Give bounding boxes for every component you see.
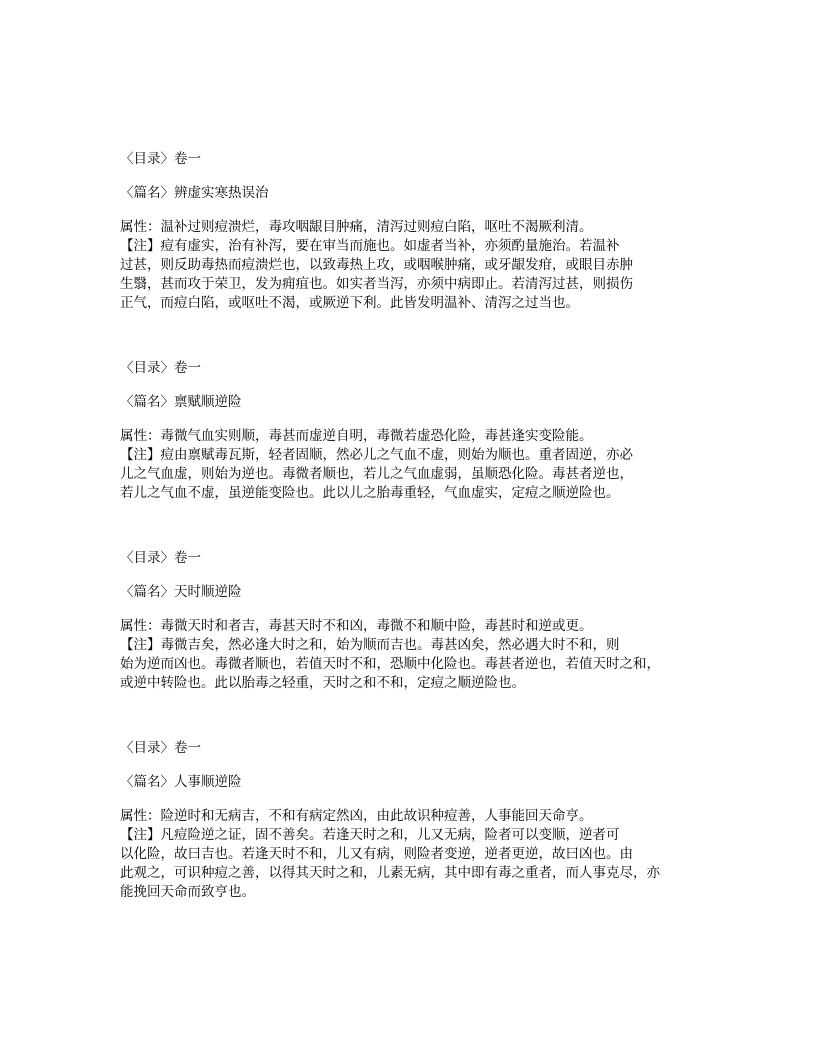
section-3 [120, 549, 690, 693]
note-line: 若儿之气血不虚，虽逆能变险也。此以儿之胎毒重轻，气血虚实，定痘之顺逆险也。 [120, 485, 620, 501]
note-line: 【注】凡痘险逆之证，固不善矣。若逢天时之和，儿又无病，险者可以变顺，逆者可 [120, 827, 620, 843]
chapter-title: 〈篇名〉人事顺逆险 [120, 774, 242, 790]
note-line: 能挽回天命而致亨也。 [120, 884, 255, 900]
section-1 [120, 150, 690, 313]
catalog-label: 〈目录〉卷一 [120, 740, 201, 756]
chapter-title: 〈篇名〉辨虚实寒热误治 [120, 185, 269, 201]
note-line: 以化险，故曰吉也。若逢天时不和，儿又有病，则险者变逆，逆者更逆，故曰凶也。由 [120, 846, 633, 862]
section-4 [120, 739, 690, 902]
catalog-label: 〈目录〉卷一 [120, 151, 201, 167]
attribute-line: 属性：毒微天时和者吉，毒甚天时不和凶，毒微不和顺中险，毒甚时和逆或更。 [120, 618, 593, 634]
note-line: 此观之，可识种痘之善，以得其天时之和，儿素无病，其中即有毒之重者，而人事克尽，亦 [120, 865, 660, 881]
note-line: 或逆中转险也。此以胎毒之轻重，天时之和不和，定痘之顺逆险也。 [120, 675, 525, 691]
catalog-label: 〈目录〉卷一 [120, 550, 201, 566]
section-2 [120, 359, 690, 503]
note-line: 始为逆而凶也。毒微者顺也，若值天时不和，恐顺中化险也。毒甚者逆也，若值天时之和， [120, 656, 660, 672]
attribute-line: 属性：险逆时和无病吉，不和有病定然凶，由此故识种痘善，人事能回天命亨。 [120, 808, 593, 824]
note-line: 【注】痘由禀赋毒瓦斯，轻者固顺，然必儿之气血不虚，则始为顺也。重者固逆，亦必 [120, 447, 633, 463]
note-line: 过甚，则反助毒热而痘溃烂也，以致毒热上攻，或咽喉肿痛，或牙龈发疳，或眼目赤肿 [120, 257, 633, 273]
section-body [120, 617, 690, 693]
section-body [120, 427, 690, 503]
chapter-title: 〈篇名〉禀赋顺逆险 [120, 394, 242, 410]
section-body [120, 807, 690, 902]
catalog-label: 〈目录〉卷一 [120, 360, 201, 376]
attribute-line: 属性：温补过则痘溃烂，毒攻咽龈目肿痛，清泻过则痘白陷，呕吐不渴厥利清。 [120, 219, 593, 235]
note-line: 【注】痘有虚实，治有补泻，要在审当而施也。如虚者当补，亦须酌量施治。若温补 [120, 238, 620, 254]
note-line: 生翳，甚而攻于荣卫，发为痈疽也。如实者当泻，亦须中病即止。若清泻过甚，则损伤 [120, 276, 633, 292]
note-line: 【注】毒微吉矣，然必逢大时之和，始为顺而吉也。毒甚凶矣，然必遇大时不和，则 [120, 637, 620, 653]
attribute-line: 属性：毒微气血实则顺，毒甚而虚逆自明，毒微若虚恐化险，毒甚逢实变险能。 [120, 428, 593, 444]
chapter-title: 〈篇名〉天时顺逆险 [120, 584, 242, 600]
note-line: 儿之气血虚，则始为逆也。毒微者顺也，若儿之气血虚弱，虽顺恐化险。毒甚者逆也， [120, 466, 633, 482]
document-page [120, 150, 690, 902]
note-line: 正气，而痘白陷，或呕吐不渴，或厥逆下利。此皆发明温补、清泻之过当也。 [120, 295, 579, 311]
section-body [120, 218, 690, 313]
